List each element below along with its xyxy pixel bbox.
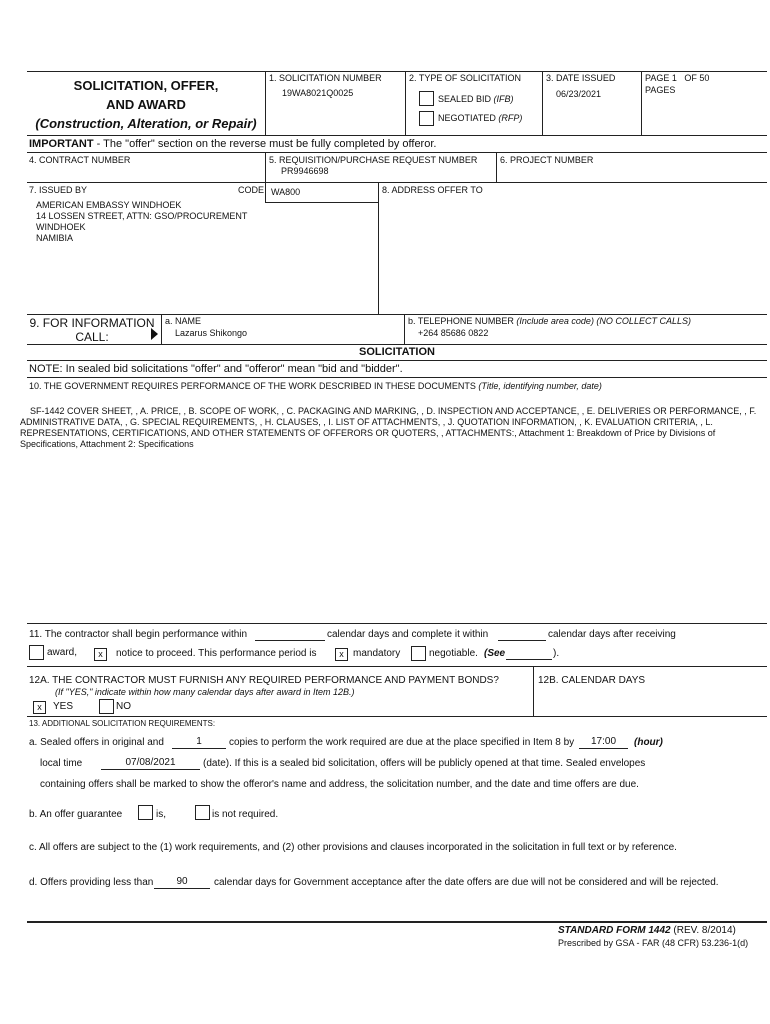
info-call-line1: 9. FOR INFORMATION [29,316,155,330]
divider [27,360,767,361]
divider [404,314,405,344]
address-line: NAMIBIA [36,233,74,243]
sealed-bid-label: SEALED BID (IFB) [438,94,514,104]
date-issued-label: 3. DATE ISSUED [546,73,616,83]
form-title-line2: AND AWARD [106,97,186,112]
guarantee-is-label: is, [156,809,166,820]
pages-label: PAGES [645,85,676,95]
item11-text-1: 11. The contractor shall begin performance within [29,629,248,640]
standard-form-label: STANDARD FORM 1442 (REV. 8/2014) [558,925,736,936]
name-value[interactable]: Lazarus Shikongo [175,328,248,338]
divider [27,666,767,667]
acceptance-days-field[interactable]: 90 [154,876,210,889]
bonds-yes-checkbox[interactable]: x [33,701,46,714]
item13d-text-1: d. Offers providing less than [29,877,154,888]
phone-value[interactable]: +264 85686 0822 [418,328,489,338]
award-checkbox[interactable] [29,645,44,660]
address-line: WINDHOEK [36,222,86,232]
important-notice: IMPORTANT - The "offer" section on the reverse must be fully completed by offeror. [29,138,437,150]
bonds-no-checkbox[interactable] [99,699,114,714]
code-value[interactable]: WA800 [271,187,301,197]
address-offer-to-label: 8. ADDRESS OFFER TO [382,185,483,195]
divider [265,202,378,203]
hour-label: (hour) [634,737,663,748]
item12a-note: (If "YES," indicate within how many calendar days after award in Item 12B.) [55,687,355,697]
item13b-text: b. An offer guarantee [29,809,123,820]
divider [641,71,642,135]
divider [27,182,767,183]
item13a-text-3: (date). If this is a sealed bid solicitation, offers will be publicly opened at that time. Sealed envelopes [203,758,646,769]
bonds-no-label: NO [116,701,131,712]
due-date-field[interactable]: 07/08/2021 [101,757,200,770]
divider [265,182,266,202]
address-line: AMERICAN EMBASSY WINDHOEK [36,200,182,210]
see-label: (See [484,648,506,659]
negotiable-checkbox[interactable] [411,646,426,661]
item13c-text: c. All offers are subject to the (1) work requirements, and (2) other provisions and clauses incorporated in the solicitation in full text or by reference. [29,842,677,853]
divider [265,152,266,182]
divider [27,716,767,717]
guarantee-is-checkbox[interactable] [138,805,153,820]
top-rule [27,71,767,72]
divider [496,152,497,182]
divider [265,71,266,135]
form-title-line3: (Construction, Alteration, or Repair) [35,116,257,131]
requisition-label: 5. REQUISITION/PURCHASE REQUEST NUMBER [269,155,478,165]
project-number-label: 6. PROJECT NUMBER [500,155,594,165]
divider [27,623,767,624]
divider [27,152,767,153]
item11-text-3: calendar days after receiving [548,629,676,640]
item13a-text-4: containing offers shall be marked to show the offeror's name and address, the solicitation number, and the date and time offers are due. [40,779,639,790]
item13a-text-2: copies to perform the work required are due at the place specified in Item 8 by [229,737,575,748]
solicitation-type-label: 2. TYPE OF SOLICITATION [409,73,522,83]
divider [27,314,767,315]
footer-rule [27,921,767,923]
see-end: ). [553,648,560,659]
form-title [27,78,265,132]
info-call-line2: CALL: [75,330,109,344]
local-time-label: local time [40,758,83,769]
solicitation-number-value[interactable]: 19WA8021Q0025 [282,88,354,98]
award-label: award, [47,647,78,658]
divider [533,666,534,716]
solicitation-number-label: 1. SOLICITATION NUMBER [269,73,382,83]
item11-text-2: calendar days and complete it within [327,629,489,640]
negotiable-label: negotiable. [429,648,478,659]
note-text: NOTE: In sealed bid solicitations "offer" and "offeror" mean "bid and "bidder". [29,363,403,375]
divider [405,71,406,135]
divider [542,71,543,135]
mandatory-checkbox[interactable]: x [335,648,348,661]
bonds-yes-label: YES [53,701,74,712]
solicitation-heading: SOLICITATION [359,346,435,358]
date-issued-value[interactable]: 06/23/2021 [556,89,602,99]
requisition-value[interactable]: PR9946698 [281,166,329,176]
page-indicator: PAGE 1 OF 50 [645,73,710,83]
prescribed-label: Prescribed by GSA - FAR (48 CFR) 53.236-1(d) [558,938,749,948]
info-call-label [27,316,157,344]
sealed-bid-checkbox[interactable] [419,91,434,106]
item13-label: 13. ADDITIONAL SOLICITATION REQUIREMENTS: [29,719,216,728]
contract-number-label: 4. CONTRACT NUMBER [29,155,131,165]
divider [161,314,162,344]
arrow-right-icon [151,328,158,340]
complete-days-field[interactable] [498,628,546,641]
address-line: 14 LOSSEN STREET, ATTN: GSO/PROCUREMENT [36,211,248,221]
phone-label: b. TELEPHONE NUMBER (Include area code) (NO COLLECT CALLS) [408,316,691,326]
divider [27,344,767,345]
item10-body[interactable]: SF-1442 COVER SHEET, , A. PRICE, , B. SCOPE OF WORK, , C. PACKAGING AND MARKING, , D. INSPECTION AND ACCEPTANCE, , E. DELIVERIES OR PERFORMANCE, , F. ADMINISTRATIVE DATA, , G. SPECIAL REQUIREMENTS, , H. CLAUSES, , I. LIST OF ATTACHMENTS, , J. QUOTATION INFORMATION, , K. EVALUATION CRITERIA, , L. REPRESENTATIONS, CERTIFICATIONS, AND OTHER STATEMENTS OF OFFERORS OR QUOTERS, , ATTACHMENTS:, Attachment 1: Breakdown of Price by Divisions of Specifications, Attachment 2: Specifications [20,406,757,449]
guarantee-not-required-checkbox[interactable] [195,805,210,820]
item10-label: 10. THE GOVERNMENT REQUIRES PERFORMANCE OF THE WORK DESCRIBED IN THESE DOCUMENTS (Title, identifying number, date) [29,381,602,391]
negotiated-label: NEGOTIATED (RFP) [438,113,523,123]
guarantee-not-required-label: is not required. [212,809,279,820]
divider [27,377,767,378]
issued-by-address [36,200,247,244]
mandatory-label: mandatory [353,648,401,659]
item13a-text-1: a. Sealed offers in original and [29,737,164,748]
copies-field[interactable]: 1 [172,736,226,749]
divider [378,182,379,314]
notice-to-proceed-label: notice to proceed. This performance period is [116,648,317,659]
name-label: a. NAME [165,316,202,326]
item12a-text: 12A. THE CONTRACTOR MUST FURNISH ANY REQUIRED PERFORMANCE AND PAYMENT BONDS? [29,675,499,686]
see-field[interactable] [506,647,552,660]
code-label: CODE [238,185,265,195]
issued-by-label: 7. ISSUED BY [29,185,88,195]
begin-days-field[interactable] [255,628,325,641]
notice-to-proceed-checkbox[interactable]: x [94,648,107,661]
negotiated-checkbox[interactable] [419,111,434,126]
header-bottom-rule [27,135,767,136]
due-time-field[interactable]: 17:00 [579,736,628,749]
item12b-label: 12B. CALENDAR DAYS [538,675,646,686]
form-title-line1: SOLICITATION, OFFER, [73,78,219,93]
item13d-text-2: calendar days for Government acceptance after the date offers are due will not be considered and will be rejected. [214,877,719,888]
